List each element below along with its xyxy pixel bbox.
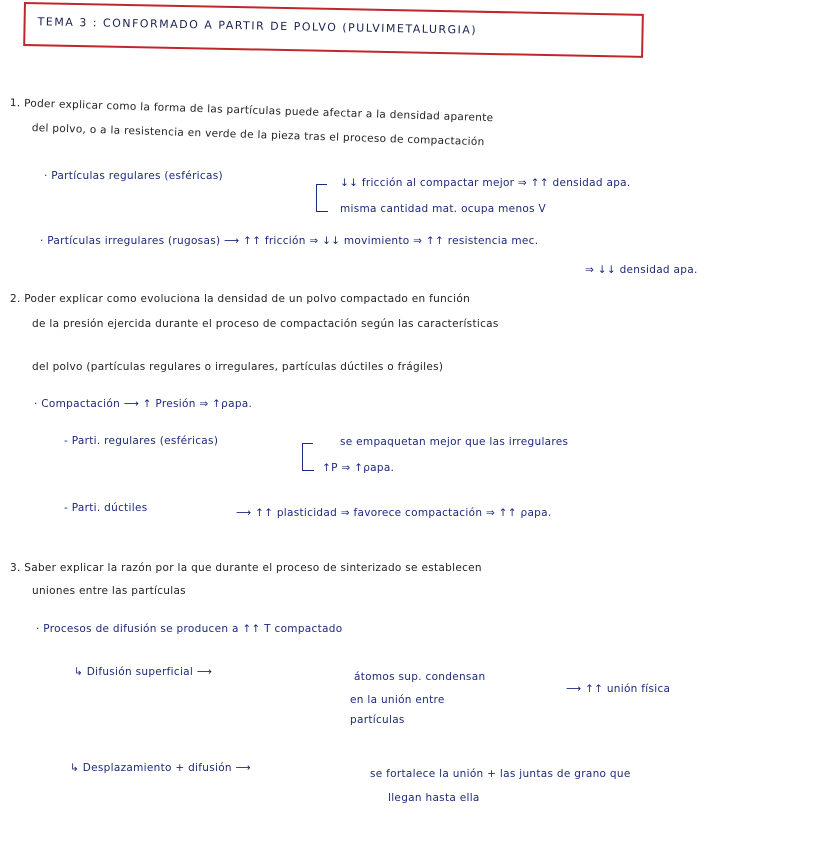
q1-irregular-label: · Partículas irregulares (rugosas) ⟶ ↑↑ fricción ⇒ ↓↓ movimiento ⇒ ↑↑ resistencia mec. [40, 235, 539, 247]
q1-regular-a: ↓↓ fricción al compactar mejor ⇒ ↑↑ densidad apa. [340, 177, 631, 189]
q1-regular-label: · Partículas regulares (esféricas) [44, 170, 223, 182]
title-box [23, 2, 644, 58]
q2-bracket [302, 443, 313, 470]
q1-line-1: 1. Poder explicar como la forma de las partículas puede afectar a la densidad aparente [9, 97, 494, 125]
q3-disp-a: se fortalece la unión + las juntas de grano que [370, 768, 631, 780]
q1-line-2: del polvo, o a la resistencia en verde de la pieza tras el proceso de compactación [31, 122, 485, 149]
q3-surface-b: en la unión entre [350, 694, 445, 706]
q2-ductile-text: ⟶ ↑↑ plasticidad ⇒ favorece compactación ⇒ ↑↑ ρapa. [236, 507, 552, 519]
q2-ductile-label: - Parti. dúctiles [64, 502, 148, 514]
q1-bracket [316, 184, 327, 211]
q3-surface-a: átomos sup. condensan [354, 671, 486, 683]
q1-regular-b: misma cantidad mat. ocupa menos V [340, 203, 547, 215]
q2-regular-label: - Parti. regulares (esféricas) [64, 435, 219, 447]
q3-disp-label: ↳ Desplazamiento + difusión ⟶ [70, 762, 251, 774]
q2-compact: · Compactación ⟶ ↑ Presión ⇒ ↑ρapa. [34, 398, 253, 410]
q2-line-1: 2. Poder explicar como evoluciona la densidad de un polvo compactado en función [10, 293, 471, 305]
q2-line-2: de la presión ejercida durante el proceso de compactación según las características [32, 318, 499, 330]
q2-regular-b: ↑P ⇒ ↑ρapa. [322, 462, 395, 474]
q3-surface-label: ↳ Difusión superficial ⟶ [74, 666, 213, 678]
q3-line-1: 3. Saber explicar la razón por la que durante el proceso de sinterizado se establecen [10, 562, 482, 574]
q2-line-3: del polvo (partículas regulares o irregulares, partículas dúctiles o frágiles) [32, 361, 444, 373]
q3-disp-b: llegan hasta ella [388, 792, 480, 804]
page-title: TEMA 3 : CONFORMADO A PARTIR DE POLVO (PULVIMETALURGIA) [37, 15, 478, 37]
q3-surface-c: partículas [350, 714, 405, 726]
q3-surface-result: ⟶ ↑↑ unión física [566, 683, 671, 695]
q2-regular-a: se empaquetan mejor que las irregulares [340, 436, 569, 448]
q3-line-2: uniones entre las partículas [32, 585, 186, 597]
q3-process: · Procesos de difusión se producen a ↑↑ T compactado [36, 623, 343, 635]
q1-irregular-b: ⇒ ↓↓ densidad apa. [585, 264, 698, 276]
